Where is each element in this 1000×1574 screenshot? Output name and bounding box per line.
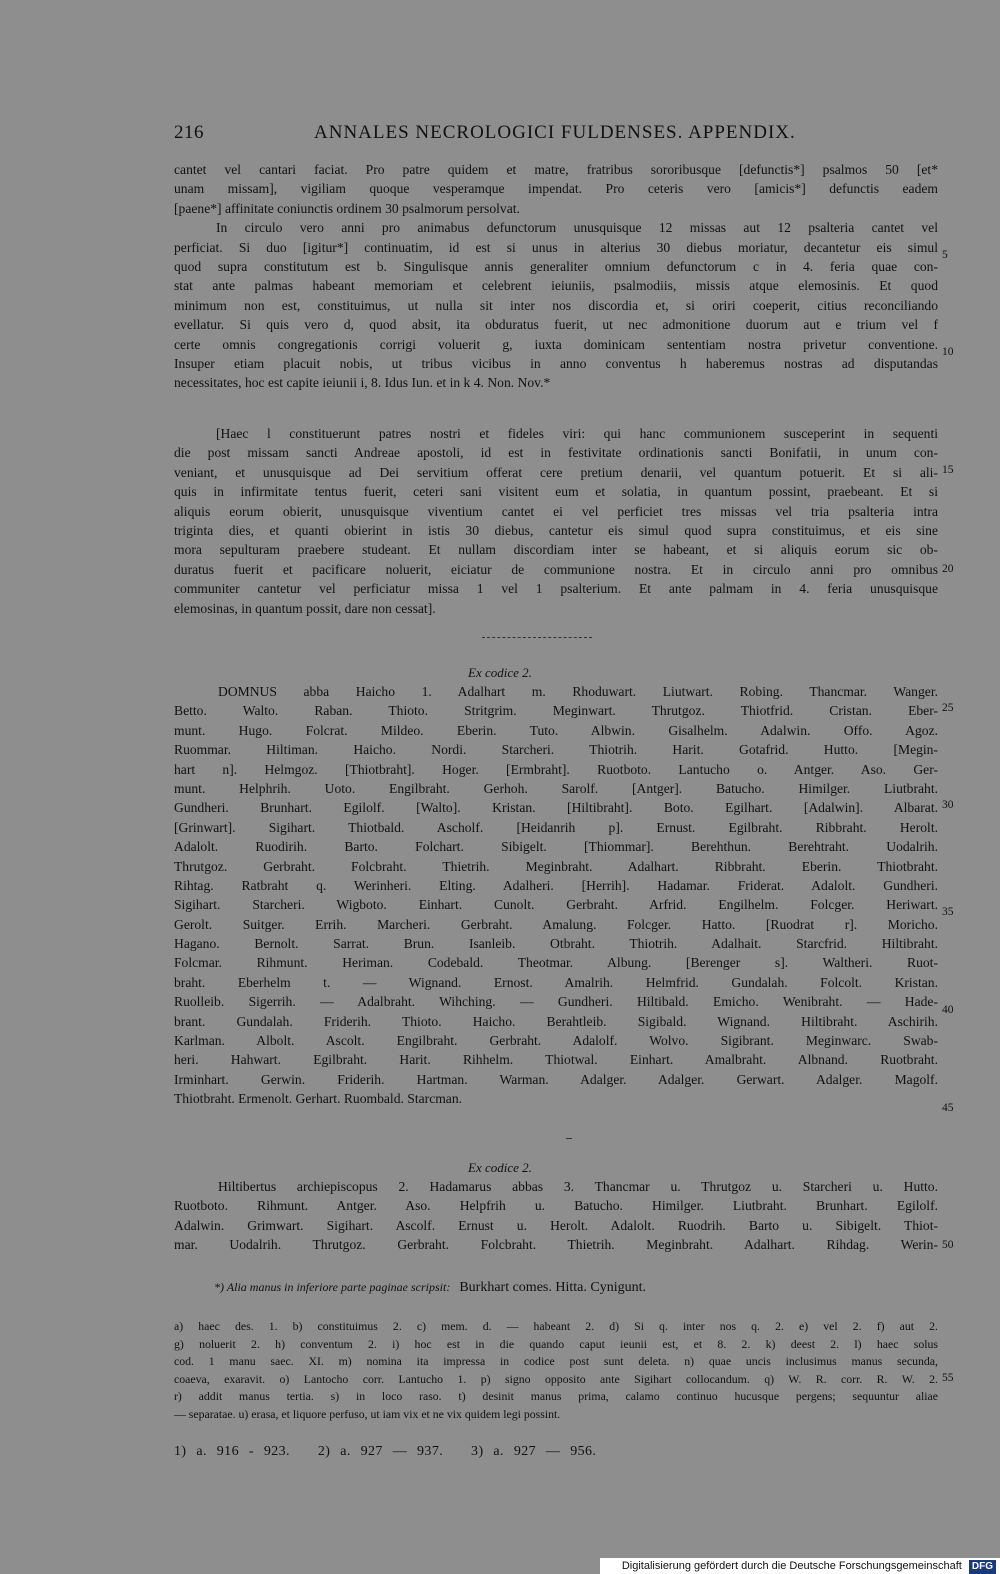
text-line: hart n]. Helmgoz. [Thiotbraht]. Hoger. [Ermbraht]. Ruotboto. Lantucho o. Antger. Aso. Ger- [174, 761, 938, 777]
star-footnote-italic: *) Alia manus in inferiore parte paginae scripsit: [214, 1280, 451, 1294]
text-line: munt. Hugo. Folcrat. Mildeo. Eberin. Tuto. Albwin. Gisalhelm. Adalwin. Offo. Agoz. [174, 722, 938, 738]
text-line: munt. Helphrih. Uoto. Engilbraht. Gerhoh. Sarolf. [Antger]. Batucho. Himilger. Liutbraht. [174, 780, 938, 796]
text-line: veniant, et unusquisque ad Dei servitium offerat cere pretium denarii, vel quantum potuerit. Et si ali- [174, 464, 938, 480]
running-header [174, 118, 814, 148]
line-number: 15 [942, 464, 954, 476]
text-line: perficiat. Si duo [igitur*] continuatim, id est si unus in alterius 30 diebus moriatur, decantetur eis simul [174, 239, 938, 255]
text-line: Ruolleib. Sigerrih. — Adalbraht. Wihching. — Gundheri. Hiltibald. Emicho. Wenibraht. — Hade- [174, 994, 938, 1010]
text-line: Thiotbraht. Ermenolt. Gerhart. Ruombald. Starcman. [174, 1091, 463, 1107]
text-line: heri. Hahwart. Egilbraht. Harit. Rihhelm. Thiotwal. Einhart. Amalbraht. Albnand. Ruotbraht. [174, 1052, 938, 1068]
text-line: Thrutgoz. Gerbraht. Folcbraht. Thietrih. Meginbraht. Adalhart. Ribbraht. Eberin. Thiotbraht. [174, 858, 938, 874]
footer-text: Digitalisierung gefördert durch die Deutsche Forschungsgemeinschaft [621, 1560, 962, 1572]
text-line: Adalolt. Ruodirih. Barto. Folchart. Sibigelt. [Thiommar]. Berehthun. Berehtraht. Uodalrih. [174, 839, 938, 855]
line-number: 50 [942, 1239, 954, 1251]
text-line: Ruotboto. Rihmunt. Antger. Aso. Helpfrih u. Batucho. Himilger. Liutbraht. Brunhart. Egilolf. [174, 1198, 938, 1214]
text-line: [Haec l constituerunt patres nostri et fideles viri: qui hanc communionem susceperint in sequenti [216, 426, 938, 441]
text-line: Gundheri. Brunhart. Egilolf. [Walto]. Kristan. [Hiltibraht]. Boto. Egilhart. [Adalwin]. Albarat. [174, 800, 938, 816]
line-number: 30 [942, 799, 954, 811]
section-divider [566, 1138, 572, 1139]
section-caption: Ex codice 2. [468, 1160, 532, 1175]
line-number: 20 [942, 563, 954, 575]
name-list-section-4 [174, 1177, 938, 1255]
note-line: cod. 1 manu saec. XI. m) nomina ita impressa in codice post sunt deleta. n) quae uncis inclusimus manus secunda, [174, 1354, 938, 1369]
text-line: [Grinwart]. Sigihart. Thiotbald. Ascholf. [Heidanrih p]. Ernust. Egilbraht. Ribbraht. Herolt. [174, 819, 938, 835]
page-number: 216 [174, 122, 204, 143]
text-line: brant. Gundalah. Friderih. Thioto. Haicho. Berahtleib. Sigibald. Wignand. Hiltibraht. Aschirih. [174, 1013, 938, 1029]
paragraph-section-1 [174, 160, 938, 393]
text-line: necessitates, hoc est capite ieiunii i, 8. Idus Iun. et in k 4. Non. Nov.* [174, 375, 551, 391]
text-line: Gerolt. Suitger. Errih. Marcheri. Gerbraht. Amalung. Folcger. Hatto. [Ruodrat r]. Moricho. [174, 916, 938, 932]
note-line: r) addit manus tertia. s) in loco raso. t) desinit manus prima, calamo continuo hucusque pergens; sequuntur aliae [174, 1389, 938, 1404]
line-number: 40 [942, 1004, 954, 1016]
date-reference: 2) a. 927 — 937. [317, 1444, 444, 1459]
note-line: coaeva, exaravit. o) Lantocho corr. Lantucho 1. p) signo opposito ante Sigihart collocandum. q) W. R. corr. R. W. 2. [174, 1371, 938, 1386]
text-line: Karlman. Albolt. Ascolt. Engilbraht. Gerbraht. Adalolf. Wolvo. Sigibrant. Meginwarc. Swab- [174, 1033, 938, 1049]
line-number: 25 [942, 702, 954, 714]
text-line: elemosinas, in quantum possit, dare non cessat]. [174, 600, 436, 616]
text-line: die post missam sancti Andreae apostoli, id est in festivitate ordinationis sancti Bonifatii, in unum con- [174, 445, 938, 461]
star-footnote [174, 1279, 978, 1297]
dfg-logo-icon: DFG [969, 1560, 996, 1574]
text-line: [paene*] affinitate coniunctis ordinem 30 psalmorum persolvat. [174, 200, 520, 216]
note-line: g) noluerit 2. h) conventum 2. i) hoc est in die quando caput ieunii est, et 8. 2. k) deest 2. l) haec solus [174, 1336, 938, 1351]
paragraph-section-2 [174, 424, 938, 618]
line-number: 10 [942, 346, 954, 358]
date-references [174, 1444, 596, 1460]
text-line: Irminhart. Gerwin. Friderih. Hartman. Warman. Adalger. Adalger. Gerwart. Adalger. Magolf. [174, 1071, 938, 1087]
text-line: Sigihart. Starcheri. Wigboto. Einhart. Cunolt. Gerbraht. Arfrid. Engilhelm. Folcger. Heriwart. [174, 897, 938, 913]
critical-apparatus [174, 1318, 938, 1424]
star-footnote-text: Burkhart comes. Hitta. Cynigunt. [459, 1280, 646, 1295]
note-line: a) haec des. 1. b) constituimus 2. c) mem. d. — habeant 2. d) Si q. inter nos q. 2. e) vel 2. f) aut 2. [174, 1319, 938, 1333]
section-divider [482, 637, 592, 640]
text-line: minimum non est, constituimus, ut nulla sit inter nos discordia et, si oriri coeperit, citius reconciliando [174, 297, 938, 313]
text-line: In circulo vero anni pro animabus defunctorum unusquisque 12 missas aut 12 psalteria cantet vel [216, 220, 938, 236]
text-line: mar. Uodalrih. Thrutgoz. Gerbraht. Folcbraht. Thietrih. Meginbraht. Adalhart. Rihdag. Werin- [174, 1237, 938, 1253]
section-caption: Ex codice 2. [468, 665, 532, 680]
date-reference: 1) a. 916 - 923. [174, 1444, 290, 1459]
text-line: Betto. Walto. Raban. Thioto. Stritgrim. Meginwart. Thrutgoz. Thiotfrid. Cristan. Eber- [174, 703, 938, 719]
text-line: Rihtag. Ratbraht q. Werinheri. Elting. Adalheri. [Herrih]. Hadamar. Friderat. Adalolt. Gundheri. [174, 877, 938, 893]
text-line: unam missam], vigiliam quoque vesperamque impendat. Pro ceteris vero [amicis*] defunctis eadem [174, 181, 938, 197]
text-line: Hiltibertus archiepiscopus 2. Hadamarus abbas 3. Thancmar u. Thrutgoz u. Starcheri u. Hutto. [218, 1179, 938, 1194]
text-line: mora sepulturam praebere studeant. Et nullam discordiam inter se habeant, et si aliquis eorum sic ob- [174, 542, 938, 558]
text-line: stat ante palmas habeant memoriam et celebrent ieiuniis, psalmodiis, missis atque elemosinis. Et quod [174, 278, 938, 294]
text-line: Hagano. Bernolt. Sarrat. Brun. Isanleib. Otbraht. Thiotrih. Adalhait. Starcfrid. Hiltibraht. [174, 936, 938, 952]
digitization-footer [600, 1558, 1000, 1574]
text-line: duratus fuerit et pacificare noluerit, eiciatur de communione nostra. Et in circulo anni pro omnibus [174, 561, 938, 577]
line-number: 45 [942, 1102, 954, 1114]
text-line: Folcmar. Rihmunt. Heriman. Codebald. Theotmar. Albung. [Berenger s]. Waltheri. Ruot- [174, 955, 938, 971]
text-line: communiter cantetur vel perficiatur missa 1 vel 1 psalterium. Et ante palmam in 4. feria unusquisque [174, 581, 938, 597]
note-line: — separatae. u) erasa, et liquore perfuso, ut iam vix et ne vix quidem legi possint. [174, 1406, 561, 1421]
text-line: certe omnis congregationis corrigi voluerit g, iuxta dominicam sententiam nostra privetur conventione. [174, 336, 938, 352]
date-reference: 3) a. 927 — 956. [471, 1444, 597, 1459]
text-line: cantet vel cantari faciat. Pro patre quidem et matre, fratribus sororibusque [defunctis*] psalmos 50 [et* [174, 162, 938, 177]
text-line: DOMNUS abba Haicho 1. Adalhart m. Rhoduwart. Liutwart. Robing. Thancmar. Wanger. [218, 684, 938, 699]
name-list-section-3 [174, 682, 938, 1109]
line-number: 5 [942, 249, 948, 261]
text-line: quod supra constitutum est b. Singulisque annis generaliter omnium defunctorum c in 4. feria quae con- [174, 258, 938, 274]
page-title: ANNALES NECROLOGICI FULDENSES. APPENDIX. [314, 122, 796, 143]
text-line: triginta dies, et quanti obierint in istis 30 diebus, cantetur eis simul quod supra constituimus, et eis sine [174, 522, 938, 538]
line-number: 55 [942, 1372, 954, 1384]
text-line: braht. Eberhelm t. — Wignand. Ernost. Amalrih. Helmfrid. Gundalah. Folcolt. Kristan. [174, 974, 938, 990]
text-line: evellatur. Si quis vero d, quod absit, ita obduratus fuerit, ut nec admonitione duorum aut e trium vel f [174, 317, 938, 333]
text-line: quis in infirmitate tentus fuerit, ceteri sani visitent eum et solatia, in quantum possint, praebeant. Et si [174, 484, 938, 500]
text-line: Insuper etiam placuit nobis, ut tribus vicibus in anno conventus h haberemus nostras ad disputandas [174, 355, 938, 371]
line-number: 35 [942, 906, 954, 918]
text-line: Adalwin. Grimwart. Sigihart. Ascolf. Ernust u. Herolt. Adalolt. Ruodrih. Barto u. Sibigelt. Thiot- [174, 1217, 938, 1233]
text-line: Ruommar. Hiltiman. Haicho. Nordi. Starcheri. Thiotrih. Harit. Gotafrid. Hutto. [Megin- [174, 742, 938, 758]
text-line: aliquis eorum obierit, unusquisque viventium cantet ei vel perficiet tres missas vel tria psalteria intra [174, 503, 938, 519]
